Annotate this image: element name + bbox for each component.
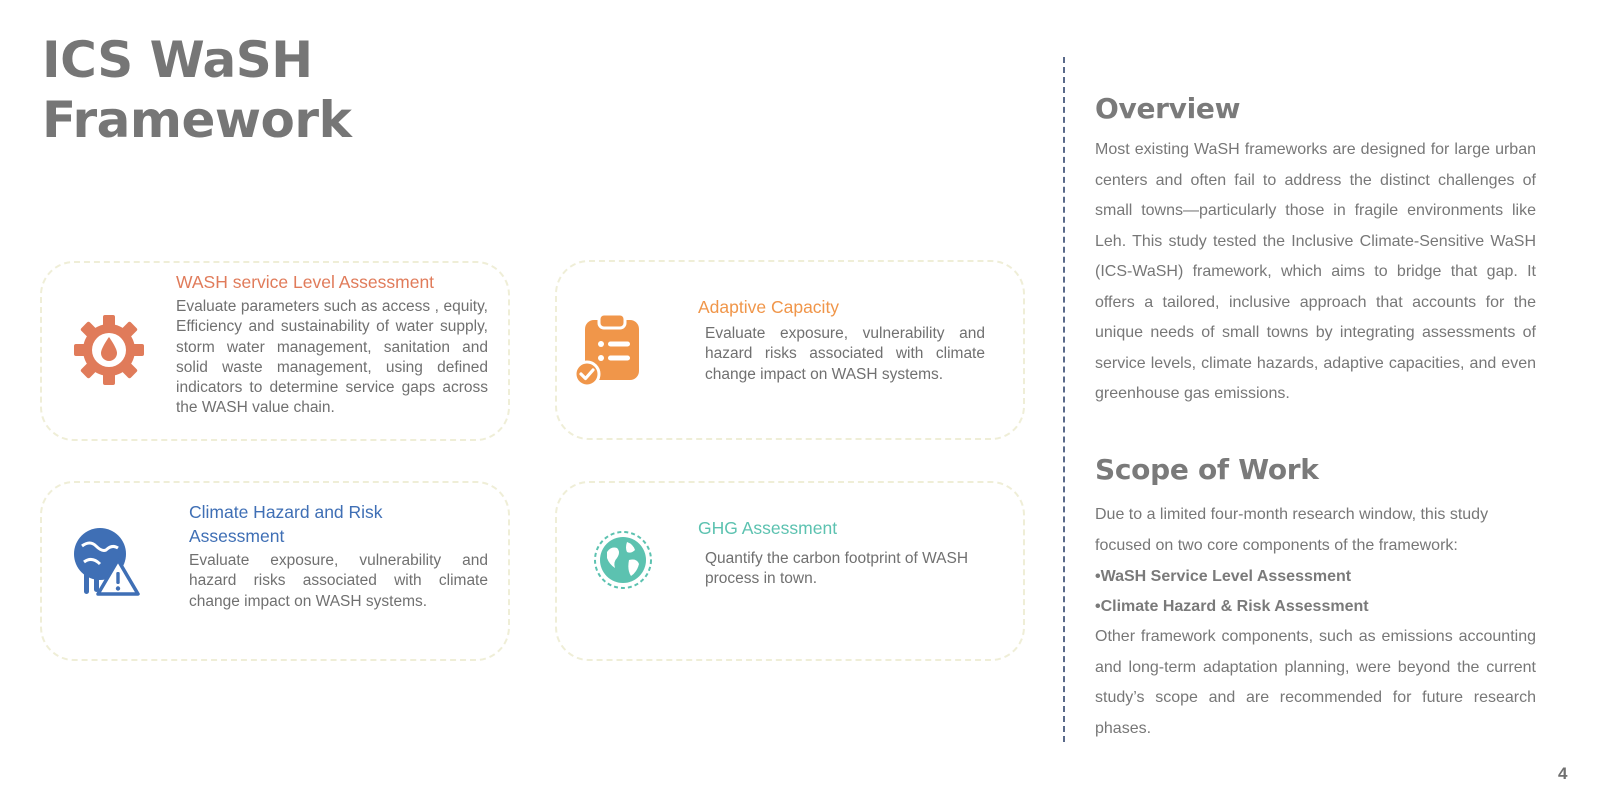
page-number: 4 [1558, 764, 1568, 783]
card-title: Climate Hazard and Risk Assessment [189, 502, 383, 546]
card-description: Evaluate exposure, vulnerability and hazard risks associated with climate change impact on WASH systems. [705, 325, 985, 383]
gear-water-drop-icon [72, 313, 146, 387]
scope-outro: Other framework components, such as emissions accounting and long-term adaptation planning, were beyond the current study’s scope and are recommended for future research phases. [1095, 628, 1536, 737]
card-title: GHG Assessment [698, 518, 838, 538]
clipboard-check-icon [573, 314, 645, 388]
card-ghg-assessment [555, 481, 1025, 661]
card-title: WASH service Level Assessment [176, 272, 435, 292]
card-climate-hazard [40, 481, 510, 661]
page-title-line-2: Framework [42, 91, 352, 149]
card-title: Adaptive Capacity [698, 297, 840, 317]
card-description: Evaluate exposure, vulnerability and hazard risks associated with climate change impact on WASH systems. [189, 552, 488, 610]
overview-heading: Overview [1095, 92, 1241, 125]
scope-heading: Scope of Work [1095, 453, 1319, 486]
overview-text: Most existing WaSH frameworks are designed for large urban centers and often fail to address the distinct challenges of small towns—particularly those in fragile environments like Leh. This study tested the Inclusive Climate-Sensitive WaSH (ICS-WaSH) framework, which aims to bridge that gap. It offers a tailored, inclusive approach that accounts for the unique needs of small towns by integrating assessments of service levels, climate hazards, adaptive capacities, and even greenhouse gas emissions. [1095, 141, 1536, 402]
card-description: Evaluate parameters such as access , equity, Efficiency and sustainability of water supply, storm water management, sanitation and solid waste management, using defined indicators to determine service gaps across the WASH value chain. [176, 298, 488, 417]
globe-warning-icon [72, 526, 142, 598]
page-title [42, 30, 351, 150]
card-adaptive-capacity [555, 260, 1025, 440]
globe-icon [593, 530, 653, 590]
vertical-divider [1063, 57, 1065, 742]
scope-bullet-service-level: •WaSH Service Level Assessment [1095, 568, 1352, 585]
card-wash-service-level [40, 261, 510, 441]
card-description: Quantify the carbon footprint of WASH process in town. [705, 550, 969, 588]
page-title-line-1: ICS WaSH [42, 31, 313, 89]
scope-intro: Due to a limited four-month research window, this study focused on two core components of the framework: [1095, 506, 1489, 554]
scope-bullet-climate-hazard: •Climate Hazard & Risk Assessment [1095, 598, 1369, 615]
